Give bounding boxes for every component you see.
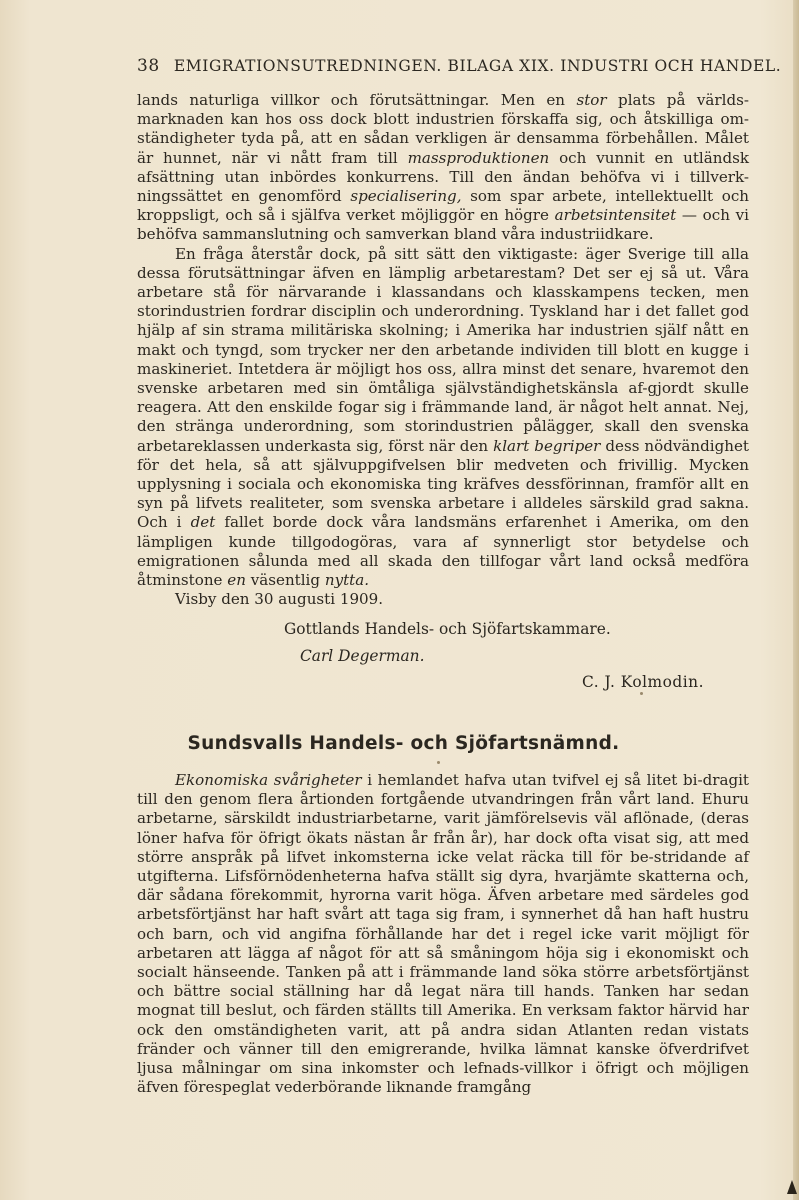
emphasis: specialisering, [350, 187, 462, 206]
running-title: EMIGRATIONSUTREDNINGEN. BILAGA XIX. INDUSTRI OCH HANDEL. [173, 57, 782, 75]
paper-speck [640, 692, 643, 695]
text-run: lands naturliga villkor och förutsättningar. Men en [137, 91, 577, 109]
emphasis: stor [576, 91, 607, 109]
text-run: som spar arbete, intellektuellt och kroppsligt, och så i själfva verket möjliggör en högre [137, 187, 749, 225]
text-run: En fråga återstår dock, på sitt sätt den viktigaste: äger Sverige till alla dessa förutsättningar äfven en lämplig arbetarestam? Det ser ej så ut. Våra arbetare stå för närvarande i klassandans och klasskampens tecken, men storindustrien fordrar disciplin och underordning. Tyskland har i det fallet god hjälp af sin strama militäriska skolning; i Amerika har industrien själf nått en makt och tyngd, som trycker ner den arbetande individen till blott en kugge i maskineriet. Intetdera är möjligt hos oss, allra minst det senare, hvaremot den svenske arbetaren med sin ömtåliga självständighetskänsla af-gjordt skulle reagera. Att den enskilde fogar sig i främmande land, är något helt annat. Nej, den stränga underordning, som storindustrien pålägger, skall den svenska arbetareklassen underkasta sig, först när den [137, 244, 749, 455]
corner-mark [787, 1180, 797, 1194]
paragraph [137, 771, 749, 1097]
emphasis: en [227, 571, 246, 590]
dateline: Visby den 30 augusti 1909. [175, 590, 384, 609]
emphasis: det [190, 513, 216, 532]
emphasis: Ekonomiska svårigheter [175, 771, 362, 789]
signature-name: Carl Degerman. [300, 647, 425, 665]
signature-organization: Gottlands Handels- och Sjöfartskammare. [284, 620, 611, 638]
paragraph [137, 245, 749, 591]
emphasis: klart begriper [493, 436, 601, 455]
running-header [137, 56, 782, 76]
text-run: i hemlandet hafva utan tvifvel ej så litet bi-dragit till den genom flera årtionden fortgående utvandringen från vårt land. Ehuru arbetarne, särskildt industriarbetarne, varit jämförelsevis väl aflönade, (deras löner hafva för öfrigt ökats nästan år från år), har dock ofta visat sig, att med större anspråk på lifvet inkomsterna icke velat räcka till för be-stridande af utgifterna. Lifsförnödenheterna hafva ställt sig dyra, hvarjämte skatterna och, där sådana förekommit, hyrorna varit höga. Äfven arbetare med särdeles god arbetsförtjänst har haft svårt att taga sig fram, i synnerhet då han haft hustru och barn, och vid angifna förhållande har det i regel icke varit möjligt för arbetaren att lägga af något för att så småningom höja sig i ekonomiskt och socialt hänseende. Tanken på att i främmande land söka större arbetsförtjänst och bättre social ställning har då legat nära till hands. Tanken har sedan mognat till beslut, och färden ställts till Amerika. En verksam faktor härvid har ock den omständigheten varit, att på andra sidan Atlanten redan vistats fränder och vänner till den emigrerande, hvilka lämnat kanske öfverdrifvet ljusa målningar om sina inkomster och lefnads-villkor i öfrigt och möjligen äfven förespeglat vederbörande liknande framgång [137, 771, 749, 1097]
text-run: och vunnit en utländsk afsättning utan inbördes konkurrens. Till den ändan behöfva vi i tillverk-ningssättet en genomförd [137, 148, 750, 206]
page-number: 38 [137, 56, 160, 76]
text-block-gottland [137, 91, 749, 609]
text-block-sundsvall [137, 771, 749, 1097]
emphasis: nytta. [324, 571, 370, 590]
text-run: fallet borde dock våra landsmäns erfarenhet i Amerika, om den lämpligen kunde tillgodogöras, vara af synnerligt stor betydelse och emigrationen sålunda med all skada den tillfogar vårt land också medföra åtminstone [137, 513, 749, 590]
emphasis: arbetsintensitet [554, 206, 677, 225]
emphasis: massproduktionen [407, 148, 550, 167]
text-run: dess nödvändighet för det hela, så att självuppgifvelsen blir medveten och frivillig. Mycken upplysning i sociala och ekonomiska ting kräfves dessförinnan, framför allt en syn på lifvets realiteter, som svenska arbetare i alldeles särskild grad sakna. Och i [137, 436, 749, 532]
text-run: väsentlig [245, 571, 325, 590]
text-run: — och vi behöfva sammanslutning och samverkan bland våra industriidkare. [137, 206, 749, 244]
section-title: Sundsvalls Handels- och Sjöfartsnämnd. [187, 733, 620, 754]
signature-name: C. J. Kolmodin. [582, 673, 704, 691]
paper-speck [437, 761, 440, 764]
text-run: plats på världs-marknaden kan hos oss dock blott industrien förskaffa sig, och åtskilliga om-ständigheter tyda på, att en sådan verkligen är densamma förbehållen. Målet är hunnet, när vi nått fram till [137, 91, 749, 167]
page-edge [793, 0, 799, 1200]
paragraph [137, 91, 749, 245]
